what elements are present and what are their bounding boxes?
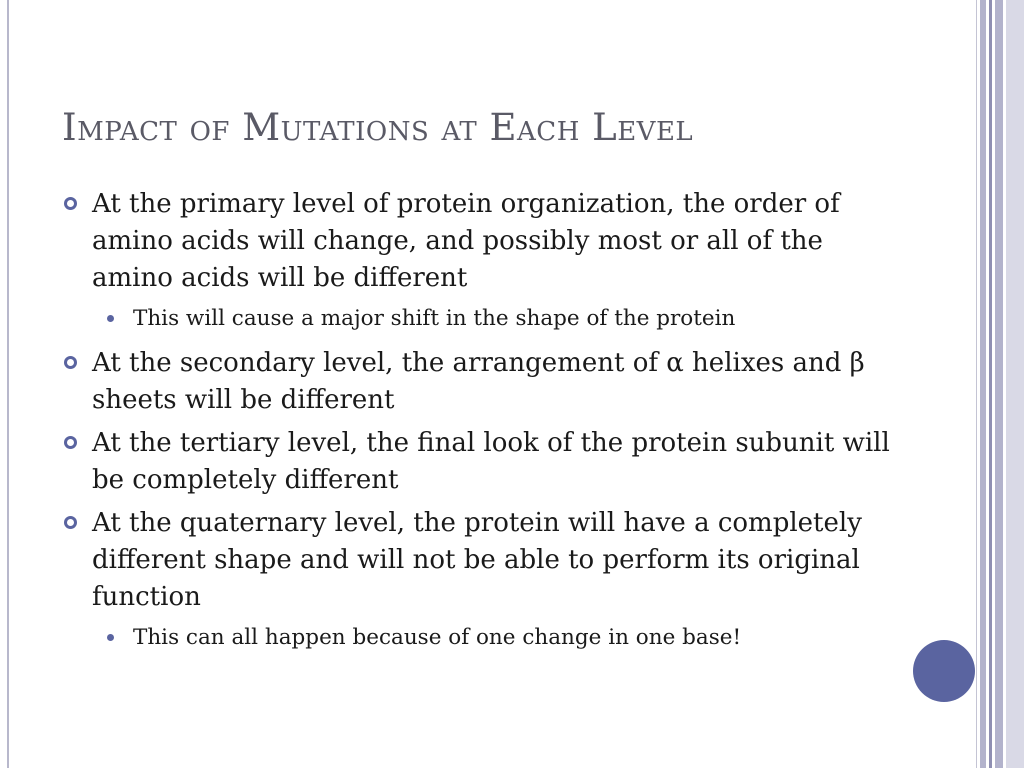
dot-bullet-icon (107, 315, 114, 322)
slide-title: Impact of Mutations at Each Level (62, 106, 694, 149)
bullet-text: At the tertiary level, the final look of the protein subunit will be completely different (92, 428, 890, 495)
bullet-item (62, 505, 892, 616)
bullet-item (62, 186, 892, 297)
bullet-item (62, 425, 892, 499)
stripe (989, 0, 992, 768)
stripe (995, 0, 1003, 768)
stripe (1006, 0, 1024, 768)
sub-bullet-item (103, 303, 892, 335)
bullet-item (62, 345, 892, 419)
sub-bullet-text: This will cause a major shift in the shape of the protein (133, 306, 736, 331)
bullet-list (62, 186, 892, 664)
left-border-line (7, 0, 9, 768)
bullet-text: At the primary level of protein organization, the order of amino acids will change, and possibly most or all of the amino acids will be different (92, 189, 840, 293)
dot-bullet-icon (107, 634, 114, 641)
decorative-circle (913, 640, 975, 702)
sub-bullet-text: This can all happen because of one change in one base! (133, 625, 742, 650)
ring-bullet-icon (64, 197, 77, 210)
stripe (976, 0, 977, 768)
bullet-text: At the quaternary level, the protein will have a completely different shape and will not be able to perform its original function (92, 508, 862, 612)
ring-bullet-icon (64, 516, 77, 529)
bullet-text: At the secondary level, the arrangement of α helixes and β sheets will be different (92, 348, 865, 415)
ring-bullet-icon (64, 436, 77, 449)
right-decorative-stripes (976, 0, 1024, 768)
stripe (980, 0, 986, 768)
ring-bullet-icon (64, 356, 77, 369)
sub-bullet-item (103, 622, 892, 654)
